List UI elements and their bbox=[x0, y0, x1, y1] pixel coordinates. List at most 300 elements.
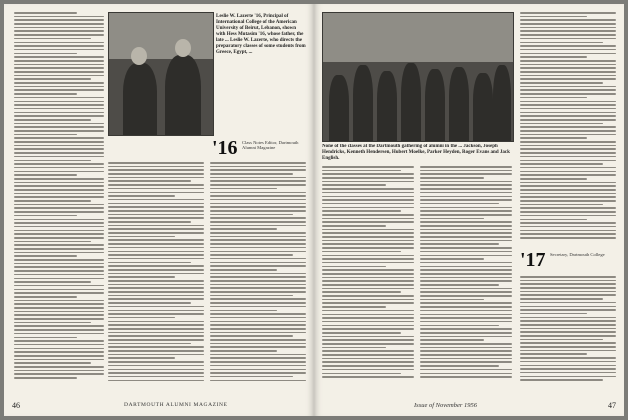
text-line bbox=[520, 148, 616, 150]
text-line bbox=[520, 112, 616, 114]
text-line bbox=[108, 328, 204, 330]
text-line bbox=[520, 141, 616, 143]
text-line bbox=[520, 119, 616, 121]
text-line bbox=[108, 346, 204, 348]
text-line bbox=[322, 369, 414, 371]
text-line bbox=[108, 251, 204, 253]
text-line bbox=[14, 178, 104, 180]
text-line bbox=[210, 287, 306, 289]
text-line bbox=[322, 199, 414, 201]
text-line bbox=[420, 266, 512, 268]
text-line bbox=[14, 19, 104, 21]
text-line bbox=[520, 287, 616, 289]
text-line bbox=[14, 30, 104, 32]
text-line bbox=[420, 325, 499, 327]
text-line bbox=[108, 169, 204, 171]
text-line bbox=[14, 244, 104, 246]
text-line bbox=[210, 210, 306, 212]
text-line bbox=[108, 302, 191, 304]
text-line bbox=[210, 346, 306, 348]
text-line bbox=[14, 322, 91, 324]
text-line bbox=[14, 193, 104, 195]
text-line bbox=[322, 291, 401, 293]
text-line bbox=[108, 361, 204, 363]
text-line bbox=[14, 230, 104, 232]
text-line bbox=[322, 295, 414, 297]
text-line bbox=[520, 53, 616, 55]
text-line bbox=[108, 357, 175, 359]
text-line bbox=[520, 145, 616, 147]
text-line bbox=[420, 269, 512, 271]
text-line bbox=[520, 30, 616, 32]
text-line bbox=[420, 358, 512, 360]
text-line bbox=[14, 222, 104, 224]
left-class-number: '16 bbox=[212, 137, 238, 159]
text-line bbox=[520, 12, 616, 14]
text-line bbox=[322, 207, 414, 209]
text-line bbox=[210, 173, 293, 175]
text-line bbox=[210, 262, 306, 264]
text-line bbox=[210, 306, 306, 308]
text-line bbox=[108, 258, 204, 260]
text-line bbox=[14, 263, 104, 265]
text-line bbox=[210, 328, 306, 330]
text-line bbox=[520, 193, 616, 195]
text-line bbox=[420, 177, 484, 179]
text-line bbox=[108, 269, 204, 271]
text-line bbox=[14, 49, 104, 51]
text-line bbox=[520, 350, 616, 352]
text-line bbox=[210, 192, 306, 194]
text-line bbox=[14, 123, 104, 125]
text-line bbox=[108, 239, 204, 241]
text-line bbox=[14, 200, 91, 202]
text-line bbox=[210, 298, 306, 300]
text-line bbox=[520, 309, 616, 311]
text-line bbox=[108, 177, 204, 179]
text-line bbox=[420, 240, 512, 242]
text-line bbox=[14, 314, 104, 316]
text-line bbox=[210, 295, 293, 297]
text-line bbox=[520, 152, 616, 154]
text-line bbox=[14, 119, 91, 121]
text-line bbox=[14, 185, 104, 187]
text-line bbox=[108, 232, 204, 234]
text-line bbox=[14, 226, 104, 228]
text-line bbox=[210, 350, 277, 352]
text-line bbox=[420, 273, 512, 275]
text-line bbox=[14, 82, 104, 84]
text-line bbox=[420, 291, 512, 293]
text-line bbox=[520, 211, 616, 213]
text-line bbox=[210, 269, 277, 271]
text-line bbox=[420, 343, 512, 345]
text-line bbox=[520, 174, 616, 176]
text-line bbox=[520, 60, 616, 62]
text-line bbox=[14, 366, 104, 368]
text-line bbox=[14, 274, 104, 276]
text-line bbox=[520, 160, 616, 162]
text-line bbox=[420, 317, 512, 319]
text-line bbox=[420, 199, 512, 201]
text-line bbox=[14, 60, 104, 62]
text-line bbox=[322, 210, 401, 212]
text-line bbox=[14, 89, 104, 91]
text-line bbox=[520, 178, 587, 180]
text-line bbox=[520, 49, 616, 51]
text-line bbox=[520, 189, 616, 191]
right-page bbox=[314, 4, 624, 416]
text-line bbox=[108, 221, 191, 223]
text-line bbox=[322, 218, 414, 220]
text-line bbox=[520, 19, 616, 21]
right-folio: 47 bbox=[608, 401, 616, 410]
text-line bbox=[322, 269, 414, 271]
text-line bbox=[14, 266, 104, 268]
text-line bbox=[520, 215, 616, 217]
text-line bbox=[14, 126, 104, 128]
text-line bbox=[14, 241, 91, 243]
text-line bbox=[14, 45, 104, 47]
text-line bbox=[420, 284, 499, 286]
text-line bbox=[14, 204, 104, 206]
text-line bbox=[520, 294, 616, 296]
text-line bbox=[210, 247, 306, 249]
text-line bbox=[520, 283, 616, 285]
text-line bbox=[14, 148, 104, 150]
text-line bbox=[420, 280, 512, 282]
text-line bbox=[14, 67, 104, 69]
text-line bbox=[520, 104, 616, 106]
text-line bbox=[108, 225, 204, 227]
text-line bbox=[322, 339, 414, 341]
text-line bbox=[420, 310, 512, 312]
text-line bbox=[520, 67, 616, 69]
text-line bbox=[420, 332, 512, 334]
text-line bbox=[420, 328, 512, 330]
text-line bbox=[14, 93, 77, 95]
text-line bbox=[14, 42, 104, 44]
text-line bbox=[520, 23, 616, 25]
text-line bbox=[322, 343, 414, 345]
text-line bbox=[520, 64, 616, 66]
text-line bbox=[322, 314, 414, 316]
text-line bbox=[108, 280, 204, 282]
text-line bbox=[14, 329, 104, 331]
text-line bbox=[210, 203, 306, 205]
right-class-number: '17 bbox=[520, 249, 546, 271]
text-line bbox=[108, 180, 191, 182]
text-line bbox=[420, 166, 512, 168]
text-line bbox=[108, 291, 204, 293]
text-line bbox=[520, 137, 587, 139]
text-line bbox=[322, 284, 414, 286]
text-line bbox=[14, 359, 104, 361]
text-line bbox=[210, 217, 306, 219]
text-line bbox=[420, 243, 499, 245]
text-line bbox=[322, 358, 414, 360]
text-line bbox=[14, 340, 104, 342]
text-line bbox=[210, 162, 306, 164]
text-line bbox=[520, 126, 616, 128]
text-line bbox=[322, 361, 414, 363]
left-column-2 bbox=[108, 162, 204, 384]
text-line bbox=[14, 56, 104, 58]
text-line bbox=[14, 311, 104, 313]
text-line bbox=[108, 313, 204, 315]
text-line bbox=[322, 196, 414, 198]
text-line bbox=[108, 254, 204, 256]
text-line bbox=[210, 317, 306, 319]
text-line bbox=[210, 166, 306, 168]
text-line bbox=[210, 321, 306, 323]
text-line bbox=[420, 192, 512, 194]
text-line bbox=[322, 236, 414, 238]
text-line bbox=[108, 354, 204, 356]
text-line bbox=[14, 259, 104, 261]
text-line bbox=[520, 365, 616, 367]
text-line bbox=[420, 373, 512, 375]
text-line bbox=[322, 181, 414, 183]
text-line bbox=[210, 228, 277, 230]
text-line bbox=[108, 295, 204, 297]
text-line bbox=[210, 232, 306, 234]
text-line bbox=[322, 243, 414, 245]
text-line bbox=[520, 163, 603, 165]
text-line bbox=[14, 348, 104, 350]
right-column-2 bbox=[420, 166, 512, 384]
text-line bbox=[14, 182, 104, 184]
text-line bbox=[322, 173, 414, 175]
text-line bbox=[14, 373, 104, 375]
text-line bbox=[420, 376, 512, 378]
text-line bbox=[14, 130, 104, 132]
text-line bbox=[520, 115, 616, 117]
text-line bbox=[322, 277, 414, 279]
text-line bbox=[520, 342, 616, 344]
text-line bbox=[14, 101, 104, 103]
text-line bbox=[210, 199, 306, 201]
text-line bbox=[520, 320, 616, 322]
text-line bbox=[520, 357, 616, 359]
text-line bbox=[14, 196, 104, 198]
text-line bbox=[14, 237, 104, 239]
text-line bbox=[210, 361, 306, 363]
text-line bbox=[322, 280, 414, 282]
text-line bbox=[108, 365, 204, 367]
text-line bbox=[520, 200, 616, 202]
text-line bbox=[14, 355, 104, 357]
text-line bbox=[322, 347, 386, 349]
text-line bbox=[108, 335, 204, 337]
right-class-secretary: Secretary, Dartmouth College bbox=[550, 252, 605, 257]
text-line bbox=[420, 350, 512, 352]
text-line bbox=[520, 313, 587, 315]
text-line bbox=[108, 192, 204, 194]
text-line bbox=[322, 317, 414, 319]
text-line bbox=[520, 34, 616, 36]
text-line bbox=[210, 206, 306, 208]
left-photo-caption: Leslie W. Lazerte '16, Principal of International College of the American University of Beirut, Lebanon, shown with Hess Mutasim '16, whose father, the late ... Leslie W. Lazerte, who directs the preparatory classes of some students from Greece, Egypt, ... bbox=[216, 14, 306, 55]
text-line bbox=[322, 240, 414, 242]
text-line bbox=[14, 115, 104, 117]
text-line bbox=[14, 211, 104, 213]
text-line bbox=[14, 270, 104, 272]
text-line bbox=[420, 299, 484, 301]
left-page-photo bbox=[108, 12, 214, 136]
text-line bbox=[14, 78, 91, 80]
text-line bbox=[108, 203, 204, 205]
text-line bbox=[322, 247, 414, 249]
text-line bbox=[322, 321, 414, 323]
text-line bbox=[210, 236, 306, 238]
text-line bbox=[322, 170, 401, 172]
magazine-spread bbox=[4, 4, 624, 416]
text-line bbox=[108, 228, 204, 230]
text-line bbox=[108, 339, 204, 341]
text-line bbox=[210, 324, 306, 326]
text-line bbox=[14, 156, 104, 158]
text-line bbox=[14, 86, 104, 88]
text-line bbox=[420, 302, 512, 304]
text-line bbox=[14, 112, 104, 114]
text-line bbox=[420, 203, 499, 205]
text-line bbox=[322, 328, 414, 330]
text-line bbox=[420, 251, 512, 253]
text-line bbox=[322, 251, 401, 253]
text-line bbox=[14, 27, 104, 29]
text-line bbox=[14, 171, 104, 173]
text-line bbox=[420, 336, 512, 338]
text-line bbox=[14, 318, 104, 320]
text-line bbox=[14, 281, 91, 283]
text-line bbox=[210, 302, 306, 304]
text-line bbox=[420, 369, 512, 371]
text-line bbox=[420, 173, 512, 175]
text-line bbox=[210, 184, 306, 186]
text-line bbox=[210, 225, 306, 227]
text-line bbox=[420, 184, 512, 186]
text-line bbox=[14, 362, 91, 364]
text-line bbox=[108, 166, 204, 168]
text-line bbox=[420, 225, 512, 227]
text-line bbox=[14, 215, 77, 217]
text-line bbox=[520, 331, 616, 333]
text-line bbox=[520, 89, 616, 91]
text-line bbox=[322, 350, 414, 352]
text-line bbox=[108, 376, 204, 378]
text-line bbox=[210, 335, 293, 337]
text-line bbox=[520, 219, 587, 221]
text-line bbox=[520, 82, 603, 84]
text-line bbox=[322, 354, 414, 356]
text-line bbox=[108, 317, 175, 319]
text-line bbox=[520, 86, 616, 88]
text-line bbox=[420, 236, 512, 238]
right-column-1 bbox=[322, 166, 414, 384]
text-line bbox=[210, 239, 306, 241]
text-line bbox=[322, 255, 414, 257]
text-line bbox=[520, 156, 616, 158]
text-line bbox=[520, 97, 587, 99]
text-line bbox=[322, 273, 414, 275]
text-line bbox=[14, 108, 104, 110]
text-line bbox=[520, 207, 616, 209]
text-line bbox=[210, 310, 277, 312]
text-line bbox=[14, 34, 104, 36]
text-line bbox=[520, 38, 616, 40]
text-line bbox=[520, 130, 616, 132]
text-line bbox=[520, 167, 616, 169]
text-line bbox=[520, 101, 616, 103]
text-line bbox=[14, 97, 104, 99]
text-line bbox=[14, 233, 104, 235]
text-line bbox=[210, 221, 306, 223]
text-line bbox=[210, 339, 306, 341]
text-line bbox=[420, 361, 512, 363]
text-line bbox=[108, 247, 204, 249]
text-line bbox=[14, 303, 104, 305]
text-line bbox=[322, 166, 414, 168]
text-line bbox=[108, 298, 204, 300]
text-line bbox=[520, 27, 616, 29]
text-line bbox=[420, 295, 512, 297]
text-line bbox=[520, 134, 616, 136]
text-line bbox=[210, 214, 293, 216]
text-line bbox=[108, 369, 204, 371]
text-line bbox=[210, 365, 306, 367]
text-line bbox=[322, 203, 414, 205]
text-line bbox=[520, 108, 616, 110]
text-line bbox=[14, 160, 91, 162]
text-line bbox=[14, 163, 104, 165]
right-column-3 bbox=[520, 12, 616, 244]
text-line bbox=[520, 276, 616, 278]
text-line bbox=[210, 169, 306, 171]
text-line bbox=[322, 262, 414, 264]
text-line bbox=[420, 196, 512, 198]
text-line bbox=[108, 276, 175, 278]
text-line bbox=[108, 310, 204, 312]
text-line bbox=[14, 252, 104, 254]
left-footer: DARTMOUTH ALUMNI MAGAZINE bbox=[124, 402, 228, 408]
text-line bbox=[210, 188, 277, 190]
text-line bbox=[420, 247, 512, 249]
text-line bbox=[520, 196, 616, 198]
text-line bbox=[108, 350, 204, 352]
text-line bbox=[14, 248, 104, 250]
text-line bbox=[322, 376, 414, 378]
text-line bbox=[14, 53, 77, 55]
text-line bbox=[14, 333, 104, 335]
text-line bbox=[108, 199, 204, 201]
text-line bbox=[14, 377, 77, 379]
text-line bbox=[520, 379, 603, 381]
text-line bbox=[520, 42, 603, 44]
text-line bbox=[322, 232, 414, 234]
text-line bbox=[322, 306, 386, 308]
text-line bbox=[210, 180, 306, 182]
text-line bbox=[210, 177, 306, 179]
text-line bbox=[420, 365, 499, 367]
text-line bbox=[108, 206, 204, 208]
text-line bbox=[210, 258, 306, 260]
text-line bbox=[210, 354, 306, 356]
text-line bbox=[520, 339, 603, 341]
text-line bbox=[108, 284, 204, 286]
text-line bbox=[108, 273, 204, 275]
text-line bbox=[520, 71, 616, 73]
